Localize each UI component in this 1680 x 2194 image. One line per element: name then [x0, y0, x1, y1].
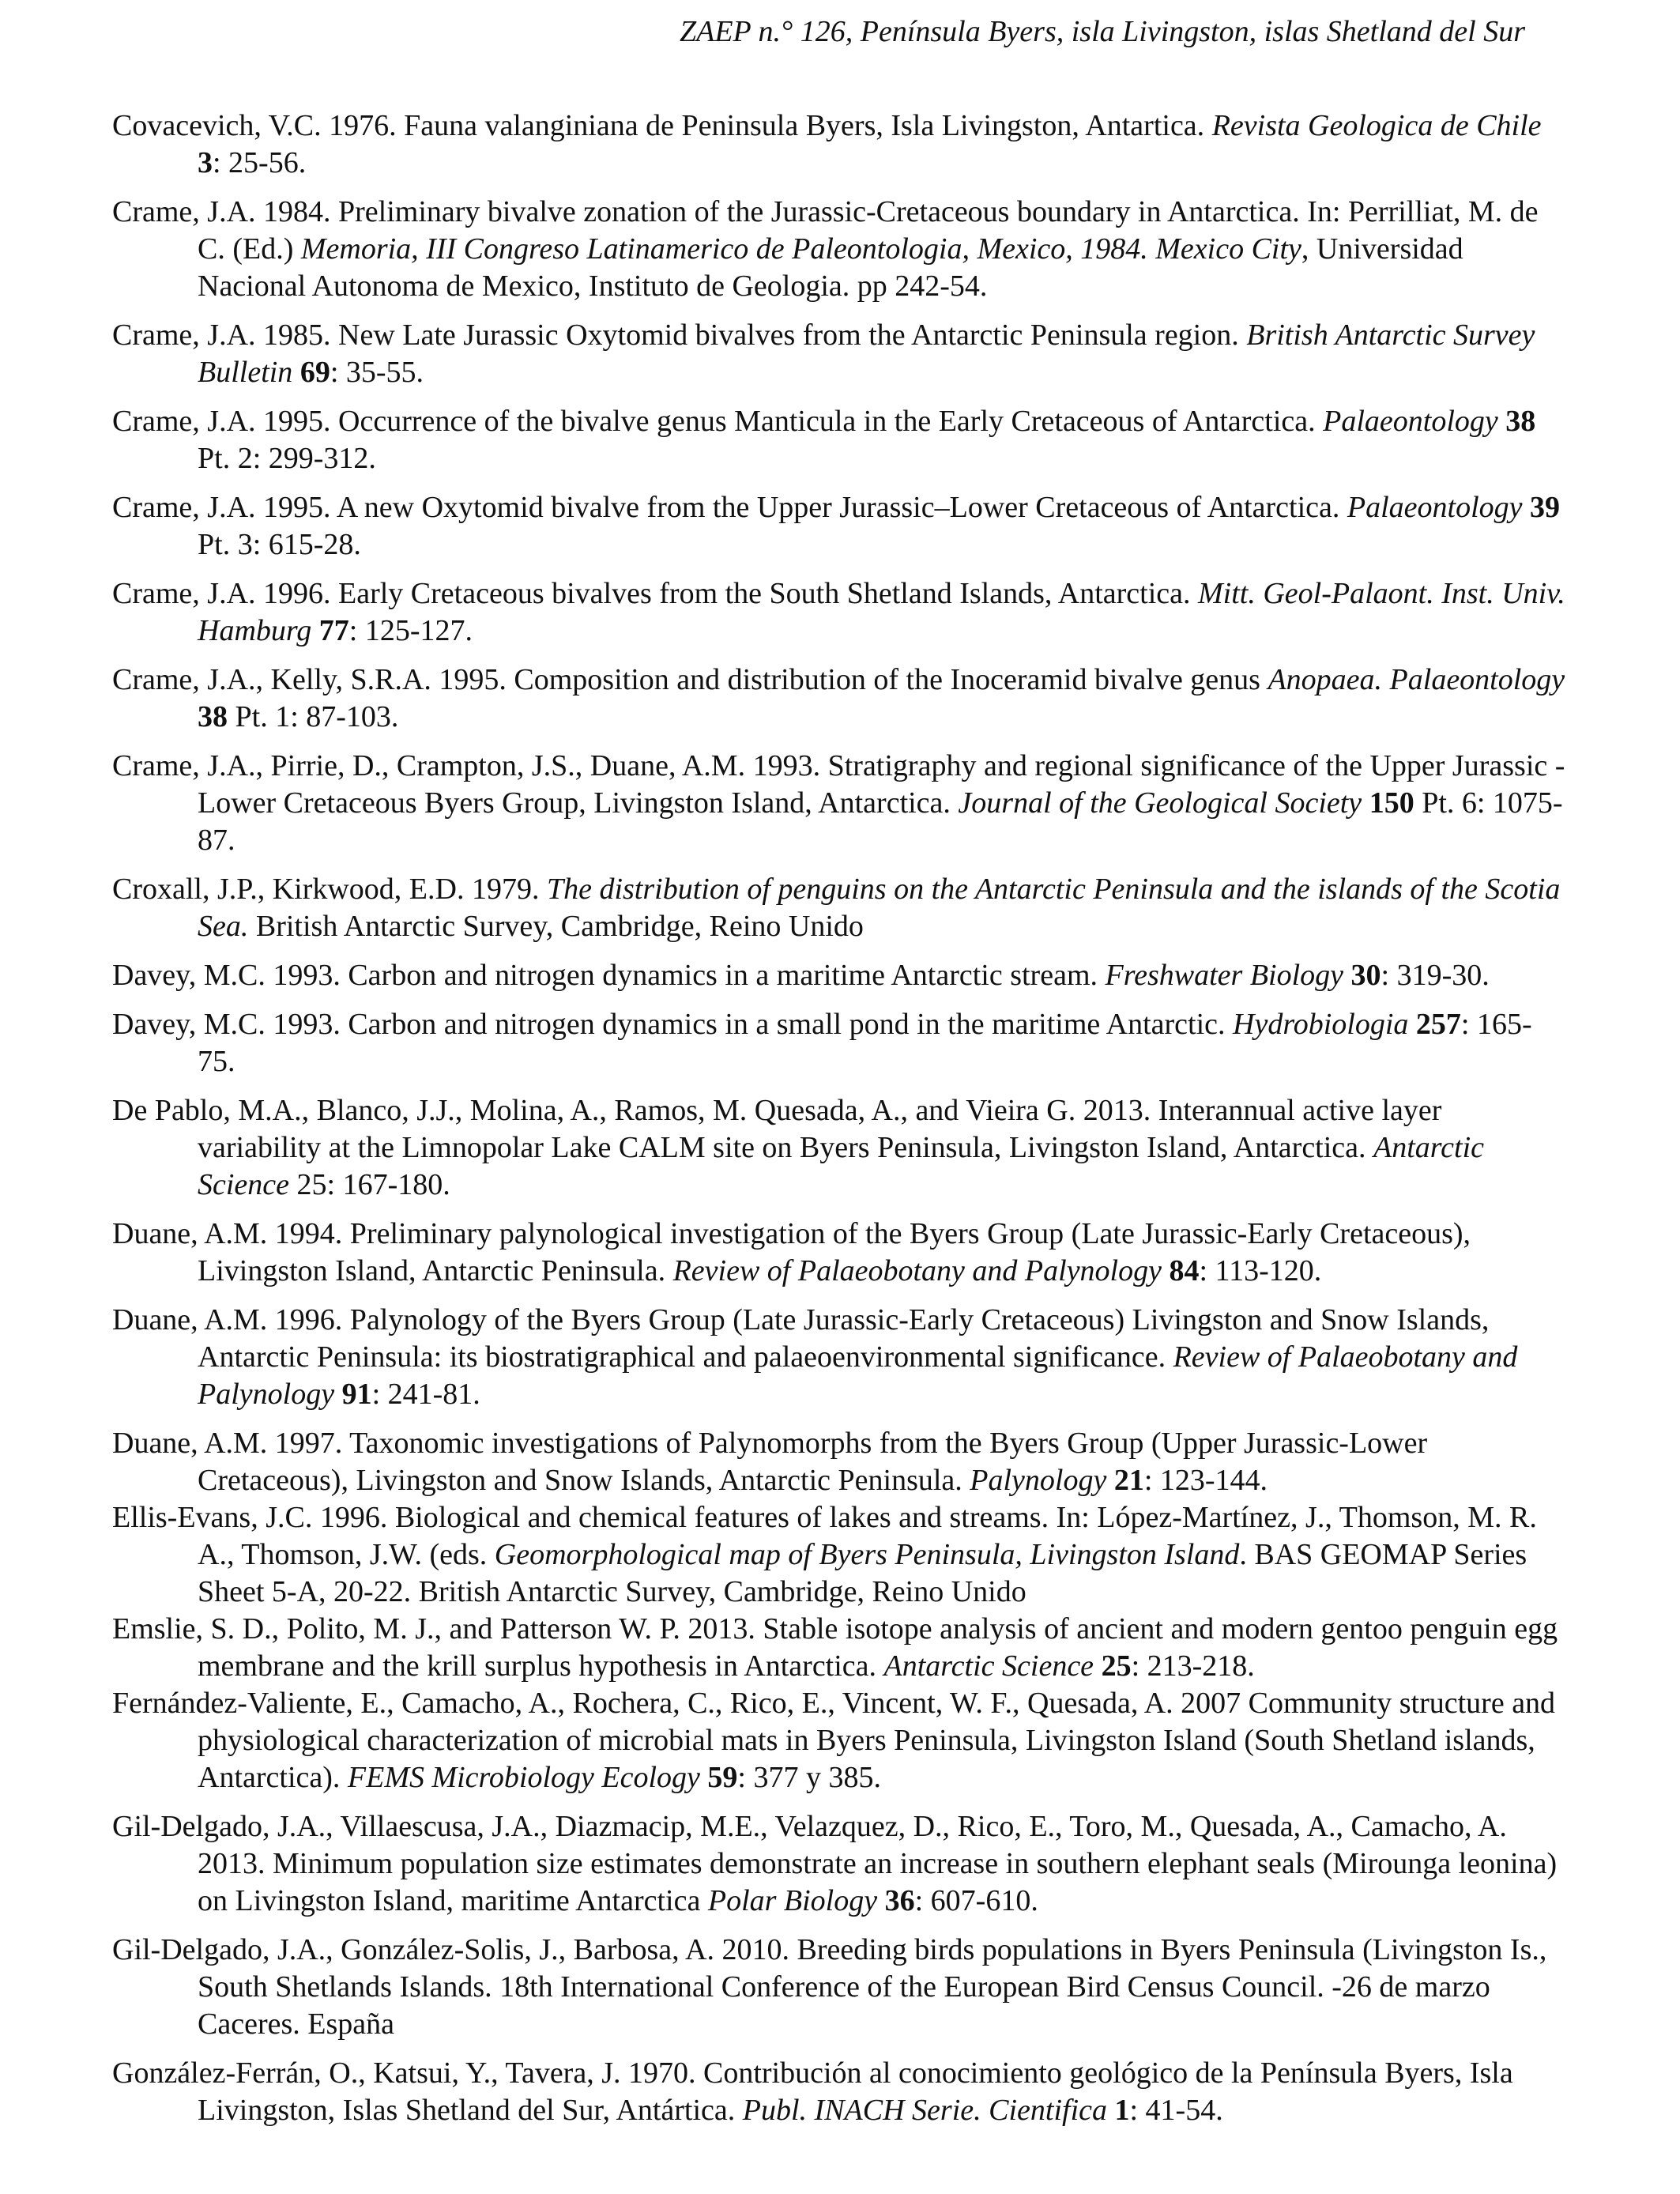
reference-text: : 607-610. [914, 1884, 1038, 1917]
reference-entry [112, 2055, 1568, 2129]
reference-text: Crame, J.A. 1985. New Late Jurassic Oxytomid bivalves from the Antarctic Peninsula region. [112, 319, 1247, 352]
reference-volume-bold: 91 [341, 1378, 372, 1411]
reference-text: González-Ferrán, O., Katsui, Y., Tavera, J. 1970. Contribución al conocimiento geológico de la Península Byers, Isla Livingston, Islas Shetland del Sur, Antártica. [112, 2056, 1513, 2127]
reference-text: Duane, A.M. 1996. Palynology of the Byers Group (Late Jurassic-Early Cretaceous) Livingston and Snow Islands, Antarctic Peninsula: its biostratigraphical and palaeoenvironmental significance. [112, 1303, 1490, 1374]
reference-text: Crame, J.A. 1996. Early Cretaceous bivalves from the South Shetland Islands, Antarctica. [112, 577, 1199, 610]
reference-text: : 25-56. [213, 146, 307, 179]
reference-entry [112, 1302, 1568, 1413]
reference-title-italic: Anopaea. Palaeontology [1268, 663, 1565, 696]
reference-text: Crame, J.A., Kelly, S.R.A. 1995. Composition and distribution of the Inoceramid bivalve genus [112, 663, 1268, 696]
reference-text: : 35-55. [330, 356, 424, 389]
reference-title-italic: Polar Biology [707, 1884, 878, 1917]
reference-text: : 241-81. [371, 1378, 480, 1411]
reference-volume-bold: 36 [884, 1884, 915, 1917]
reference-text [1523, 491, 1531, 524]
reference-entry [112, 107, 1568, 182]
reference-volume-bold: 257 [1415, 1008, 1461, 1041]
reference-text [292, 356, 300, 389]
reference-volume-bold: 1 [1114, 2094, 1130, 2127]
reference-text: Duane, A.M. 1997. Taxonomic investigations of Palynomorphs from the Byers Group (Upper Jurassic-Lower Cretaceous), Livingston and Snow Islands, Antarctic Peninsula. [112, 1427, 1428, 1497]
reference-text: : 113-120. [1199, 1254, 1322, 1287]
reference-text: Fernández-Valiente, E., Camacho, A., Rochera, C., Rico, E., Vincent, W. F., Quesada, A. 2007 Community structure and physiological characterization of microbial mats in Byers Peninsula, Livingston Island (South Shetland islands, Antarctica). [112, 1687, 1556, 1794]
reference-text: : 123-144. [1143, 1464, 1268, 1497]
reference-title-italic: Geomorphological map of Byers Peninsula, Livingston Island [494, 1538, 1240, 1571]
reference-entry [112, 1216, 1568, 1290]
reference-text: . BAS GEOMAP Series Sheet 5-A, 20-22. British Antarctic Survey, Cambridge, Reino Unido [198, 1538, 1527, 1608]
reference-entry [112, 871, 1568, 945]
reference-text: Davey, M.C. 1993. Carbon and nitrogen dynamics in a small pond in the maritime Antarctic. [112, 1008, 1234, 1041]
reference-text: Pt. 2: 299-312. [198, 442, 376, 475]
reference-text [1362, 786, 1369, 820]
reference-text [1498, 405, 1506, 438]
reference-entry [112, 1611, 1568, 1685]
reference-text [311, 614, 319, 647]
reference-text [1408, 1008, 1416, 1041]
reference-text: Croxall, J.P., Kirkwood, E.D. 1979. [112, 873, 547, 906]
reference-volume-bold: 38 [1505, 405, 1536, 438]
reference-entry [112, 957, 1568, 994]
reference-title-italic: Review of Palaeobotany and Palynology [672, 1254, 1162, 1287]
reference-entry [112, 1499, 1568, 1611]
reference-volume-bold: 59 [707, 1761, 738, 1794]
reference-entry [112, 1685, 1568, 1796]
reference-entry [112, 489, 1568, 564]
reference-title-italic: Publ. INACH Serie. Cientifica [742, 2094, 1107, 2127]
reference-text: : 125-127. [348, 614, 473, 647]
reference-text: Pt. 6: 1075-87. [198, 786, 1563, 857]
reference-title-italic: Palaeontology [1347, 491, 1523, 524]
reference-text: 25: 167-180. [289, 1168, 450, 1201]
reference-text: De Pablo, M.A., Blanco, J.J., Molina, A., Ramos, M. Quesada, A., and Vieira G. 2013. Interannual active layer variability at the Limnopolar Lake CALM site on Byers Peninsula, Livingston Island, Antarctica. [112, 1094, 1442, 1164]
reference-entry [112, 1425, 1568, 1499]
reference-title-italic: Antarctic Science [198, 1131, 1485, 1201]
reference-title-italic: Antarctic Science [883, 1649, 1094, 1683]
reference-text: : 377 y 385. [737, 1761, 881, 1794]
reference-title-italic: Hydrobiologia [1233, 1008, 1409, 1041]
reference-text: Gil-Delgado, J.A., González-Solis, J., Barbosa, A. 2010. Breeding birds populations in Byers Peninsula (Livingston Is., South Shetlands Islands. 18th International Conference of the European Bird Census Council. -26 de marzo Caceres. España [112, 1933, 1547, 2041]
reference-volume-bold: 21 [1113, 1464, 1144, 1497]
reference-title-italic: Palynology [970, 1464, 1107, 1497]
reference-text [334, 1378, 342, 1411]
reference-text: Gil-Delgado, J.A., Villaescusa, J.A., Diazmacip, M.E., Velazquez, D., Rico, E., Toro, M., Quesada, A., Camacho, A. 2013. Minimum population size estimates demonstrate an increase in southern elephant seals (Mirounga leonina) on Livingston Island, maritime Antarctica [112, 1810, 1558, 1917]
reference-text: Crame, J.A., Pirrie, D., Crampton, J.S., Duane, A.M. 1993. Stratigraphy and regional significance of the Upper Jurassic - Lower Cretaceous Byers Group, Livingston Island, Antarctica. [112, 749, 1565, 820]
reference-text: Pt. 1: 87-103. [228, 700, 399, 733]
reference-text: : 213-218. [1131, 1649, 1255, 1683]
reference-text: Ellis-Evans, J.C. 1996. Biological and chemical features of lakes and streams. In: López-Martínez, J., Thomson, M. R. A., Thomson, J.W. (eds. [112, 1501, 1537, 1571]
reference-text [1106, 1464, 1114, 1497]
reference-title-italic: FEMS Microbiology Ecology [347, 1761, 700, 1794]
reference-text: Duane, A.M. 1994. Preliminary palynological investigation of the Byers Group (Late Jurassic-Early Cretaceous), Livingston Island, Antarctic Peninsula. [112, 1217, 1471, 1287]
reference-entry [112, 1932, 1568, 2043]
reference-volume-bold: 25 [1101, 1649, 1132, 1683]
reference-title-italic: Journal of the Geological Society [958, 786, 1362, 820]
reference-text [1107, 2094, 1115, 2127]
reference-entry [112, 194, 1568, 305]
reference-title-italic: Revista Geologica de Chile [1211, 109, 1542, 142]
reference-text: Crame, J.A. 1995. Occurrence of the bivalve genus Manticula in the Early Cretaceous of Antarctica. [112, 405, 1324, 438]
reference-volume-bold: 30 [1350, 959, 1381, 992]
running-header: ZAEP n.° 126, Península Byers, isla Livingston, islas Shetland del Sur [679, 15, 1525, 48]
reference-text: : 319-30. [1381, 959, 1490, 992]
reference-text [1094, 1649, 1102, 1683]
reference-volume-bold: 39 [1530, 491, 1561, 524]
reference-volume-bold: 38 [198, 700, 228, 733]
reference-text: Davey, M.C. 1993. Carbon and nitrogen dynamics in a maritime Antarctic stream. [112, 959, 1106, 992]
reference-entry [112, 403, 1568, 477]
reference-volume-bold: 69 [299, 356, 330, 389]
reference-volume-bold: 84 [1169, 1254, 1200, 1287]
reference-title-italic: Freshwater Biology [1105, 959, 1344, 992]
reference-list [112, 107, 1568, 2141]
reference-text: Crame, J.A. 1995. A new Oxytomid bivalve from the Upper Jurassic–Lower Cretaceous of Antarctica. [112, 491, 1347, 524]
reference-entry [112, 575, 1568, 650]
reference-text: , Universidad Nacional Autonoma de Mexico, Instituto de Geologia. pp 242-54. [198, 232, 1463, 303]
reference-text: Crame, J.A. 1984. Preliminary bivalve zonation of the Jurassic-Cretaceous boundary in Antarctica. In: Perrilliat, M. de C. (Ed.) [112, 195, 1539, 266]
reference-entry [112, 1092, 1568, 1204]
reference-text: Covacevich, V.C. 1976. Fauna valanginiana de Peninsula Byers, Isla Livingston, Antartica. [112, 109, 1212, 142]
reference-text: : 165-75. [198, 1008, 1532, 1078]
reference-text: Pt. 3: 615-28. [198, 528, 361, 561]
reference-title-italic: British Antarctic Survey Bulletin [198, 319, 1535, 389]
reference-volume-bold: 77 [318, 614, 349, 647]
reference-entry [112, 317, 1568, 391]
reference-text [877, 1884, 885, 1917]
reference-entry [112, 662, 1568, 736]
reference-title-italic: Mitt. Geol-Palaont. Inst. Univ. Hamburg [198, 577, 1565, 647]
reference-text [700, 1761, 708, 1794]
reference-title-italic: Memoria, III Congreso Latinamerico de Paleontologia, Mexico, 1984. Mexico City [300, 232, 1301, 266]
reference-entry [112, 1006, 1568, 1080]
reference-text [1343, 959, 1351, 992]
reference-volume-bold: 3 [198, 146, 213, 179]
reference-title-italic: Review of Palaeobotany and Palynology [198, 1340, 1518, 1411]
reference-volume-bold: 150 [1369, 786, 1414, 820]
reference-title-italic: Palaeontology [1323, 405, 1498, 438]
reference-entry [112, 1808, 1568, 1920]
reference-entry [112, 748, 1568, 859]
reference-title-italic: The distribution of penguins on the Antarctic Peninsula and the islands of the Scotia Sea. [198, 873, 1561, 943]
reference-text: British Antarctic Survey, Cambridge, Reino Unido [248, 910, 864, 943]
reference-text: Emslie, S. D., Polito, M. J., and Patterson W. P. 2013. Stable isotope analysis of ancient and modern gentoo penguin egg membrane and the krill surplus hypothesis in Antarctica. [112, 1612, 1558, 1683]
reference-text: : 41-54. [1129, 2094, 1223, 2127]
